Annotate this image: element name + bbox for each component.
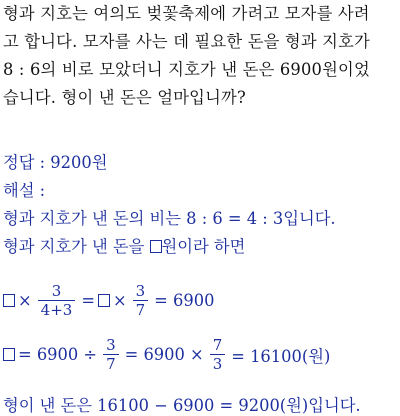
answer-line: 정답 : 9200원	[3, 153, 108, 172]
variable-line-prefix: 형과 지호가 낸 돈을	[3, 237, 150, 256]
variable-line-suffix: 원이라 하면	[161, 237, 246, 256]
unknown-box	[3, 348, 15, 361]
division-expression: = 6900 ÷	[18, 345, 98, 364]
equation-result: = 6900	[154, 291, 215, 310]
question-text	[3, 0, 398, 112]
fraction	[38, 282, 76, 319]
fraction-numerator: 3	[135, 282, 146, 300]
fraction	[103, 336, 119, 373]
fraction	[133, 282, 149, 319]
unknown-box	[150, 240, 162, 253]
unknown-box	[98, 294, 110, 307]
final-line	[3, 392, 361, 416]
equation-result: = 16100(원)	[231, 346, 331, 366]
explanation-label: 해설 :	[3, 181, 46, 200]
fraction-numerator: 3	[51, 282, 62, 300]
question-line: 습니다. 형이 낸 돈은 얼마입니까?	[3, 88, 246, 107]
fraction-numerator: 3	[106, 336, 116, 354]
fraction-denominator: 4+3	[38, 300, 76, 319]
final-answer-text: 형이 낸 돈은 16100 − 6900 = 9200(원)입니다.	[3, 396, 361, 415]
ratio-line: 형과 지호가 낸 돈의 비는 8 : 6 = 4 : 3입니다.	[3, 209, 336, 228]
equation-1	[3, 282, 217, 319]
multiplication-expression: = 6900 ×	[124, 345, 204, 364]
fraction	[210, 336, 226, 373]
question-line: 8 : 6의 비로 모았더니 지호가 낸 돈은 6900원이었	[3, 60, 370, 79]
question-line: 형과 지호는 여의도 벚꽃축제에 가려고 모자를 사려	[3, 4, 370, 23]
question-line: 고 합니다. 모자를 사는 데 필요한 돈을 형과 지호가	[3, 32, 370, 51]
fraction-denominator: 7	[103, 354, 119, 373]
times-sign: ×	[112, 291, 127, 310]
fraction-denominator: 7	[133, 300, 149, 319]
fraction-numerator: 7	[212, 336, 223, 354]
fraction-denominator: 3	[210, 354, 226, 373]
solution-section	[3, 149, 398, 261]
times-sign: ×	[18, 291, 32, 310]
equals-sign: =	[81, 291, 95, 310]
equation-2	[3, 336, 333, 373]
unknown-box	[3, 294, 15, 307]
variable-line	[3, 233, 398, 261]
